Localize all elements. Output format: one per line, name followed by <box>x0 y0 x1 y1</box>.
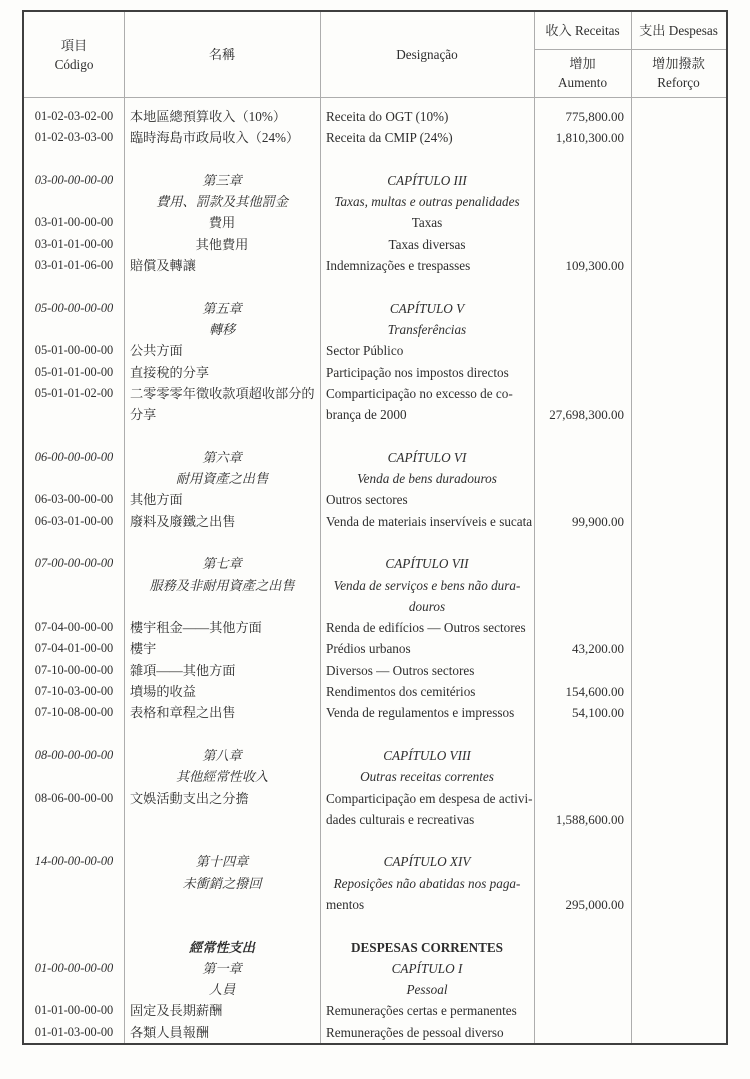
aumento-cell <box>534 298 631 319</box>
designacao-cell: Remunerações certas e permanentes <box>326 1003 517 1019</box>
aumento-cell <box>534 873 631 894</box>
designacao-cell: douros <box>408 598 446 614</box>
code-cell: 03-00-00-00-00 <box>34 172 114 187</box>
name-cell: 費用、罰款及其他罰金 <box>156 194 288 210</box>
header-designacao <box>320 12 534 97</box>
reforco-cell <box>631 255 726 276</box>
designacao-cell: Taxas, multas e outras penalidades <box>334 194 520 210</box>
name-cell: 固定及長期薪酬 <box>130 1003 223 1019</box>
column-divider <box>631 12 632 1043</box>
aumento-cell <box>534 489 631 510</box>
code-cell: 05-01-01-00-00 <box>34 364 114 379</box>
table-body <box>24 98 726 1043</box>
name-cell: 分享 <box>130 407 157 423</box>
aumento-cell <box>534 958 631 979</box>
name-cell: 第七章 <box>202 556 242 572</box>
designacao-cell: Venda de serviços e bens não dura- <box>333 577 521 593</box>
header-nome-zh: 名稱 <box>208 47 236 62</box>
header-receitas <box>534 12 631 49</box>
table-row <box>24 212 726 233</box>
code-cell <box>24 766 124 787</box>
header-divider <box>24 97 726 98</box>
code-cell: 07-10-03-00-00 <box>34 684 114 699</box>
name-cell: 其他費用 <box>195 236 249 252</box>
table-row <box>24 809 726 830</box>
table-row <box>24 1000 726 1021</box>
reforco-cell <box>631 766 726 787</box>
code-cell: 08-00-00-00-00 <box>34 747 114 762</box>
reforco-cell <box>631 1000 726 1021</box>
table-row <box>24 958 726 979</box>
reforco-cell <box>631 149 726 170</box>
name-cell: 第十四章 <box>195 854 249 870</box>
designacao-cell <box>320 724 534 745</box>
code-cell <box>24 149 124 170</box>
reforco-cell <box>631 702 726 723</box>
reforco-cell <box>631 319 726 340</box>
header-aumento-pt: Aumento <box>557 75 608 90</box>
designacao-cell: Comparticipação em despesa de activi- <box>326 790 533 806</box>
name-cell: 樓宇租金——其他方面 <box>130 620 262 636</box>
header-despesas-label: 支出 Despesas <box>639 23 718 38</box>
aumento-cell <box>534 1000 631 1021</box>
code-cell <box>24 873 124 894</box>
designacao-cell: Sector Público <box>326 343 404 359</box>
name-cell: 第六章 <box>202 449 242 465</box>
name-cell: 本地區總預算收入（10%） <box>130 109 287 124</box>
table-row <box>24 106 726 127</box>
designacao-cell: Comparticipação no excesso de co- <box>326 385 513 401</box>
reforco-cell <box>631 106 726 127</box>
code-cell <box>24 724 124 745</box>
designacao-cell: Venda de regulamentos e impressos <box>326 705 515 721</box>
designacao-cell: brança de 2000 <box>326 407 407 423</box>
table-row <box>24 234 726 255</box>
aumento-cell <box>534 766 631 787</box>
code-cell <box>24 319 124 340</box>
name-cell: 廢料及廢鐵之出售 <box>130 513 236 529</box>
reforco-cell <box>631 553 726 574</box>
reforco-cell <box>631 638 726 659</box>
reforco-cell <box>631 362 726 383</box>
designacao-cell: Outros sectores <box>326 492 408 508</box>
name-cell: 公共方面 <box>130 343 183 359</box>
reforco-cell <box>631 617 726 638</box>
code-cell <box>24 276 124 297</box>
table-row <box>24 276 726 297</box>
reforco-cell <box>631 489 726 510</box>
code-cell <box>24 532 124 553</box>
aumento-cell: 99,900.00 <box>572 513 624 529</box>
aumento-cell <box>534 979 631 1000</box>
name-cell: 表格和章程之出售 <box>130 705 236 721</box>
designacao-cell <box>320 425 534 446</box>
designacao-cell: mentos <box>326 896 365 912</box>
code-cell: 03-01-01-00-00 <box>34 236 114 251</box>
reforco-cell <box>631 851 726 872</box>
table-row <box>24 191 726 212</box>
table-row <box>24 340 726 361</box>
reforco-cell <box>631 979 726 1000</box>
name-cell <box>124 894 320 915</box>
name-cell: 其他方面 <box>130 492 183 508</box>
column-divider <box>320 12 321 1043</box>
reforco-cell <box>631 660 726 681</box>
table-row <box>24 915 726 936</box>
aumento-cell <box>534 319 631 340</box>
table-row <box>24 1022 726 1043</box>
name-cell: 未衝銷之撥回 <box>182 875 262 891</box>
code-cell: 01-01-00-00-00 <box>34 1003 114 1018</box>
designacao-cell: Renda de edifícios — Outros sectores <box>326 620 526 636</box>
table-row <box>24 170 726 191</box>
aumento-cell <box>534 468 631 489</box>
table-row <box>24 298 726 319</box>
designacao-cell: Rendimentos dos cemitérios <box>326 684 476 700</box>
table-row <box>24 638 726 659</box>
reforco-cell <box>631 724 726 745</box>
header-designacao-label: Designação <box>396 47 458 62</box>
name-cell: 賠償及轉讓 <box>130 258 196 274</box>
designacao-cell: Venda de bens duradouros <box>357 471 497 487</box>
reforco-cell <box>631 127 726 148</box>
name-cell: 文娛活動支出之分擔 <box>130 790 249 806</box>
aumento-cell: 775,800.00 <box>565 109 624 124</box>
table-row <box>24 532 726 553</box>
aumento-cell <box>534 383 631 404</box>
table-row <box>24 745 726 766</box>
budget-table <box>22 10 728 1045</box>
column-divider <box>534 12 535 1043</box>
table-row <box>24 979 726 1000</box>
code-cell <box>24 979 124 1000</box>
table-row <box>24 851 726 872</box>
designacao-cell: CAPÍTULO III <box>387 172 467 188</box>
header-codigo-zh: 項目 <box>60 37 88 53</box>
table-row <box>24 937 726 958</box>
designacao-cell: Receita da CMIP (24%) <box>326 130 453 146</box>
designacao-cell: Pessoal <box>406 982 448 998</box>
aumento-cell <box>534 425 631 446</box>
aumento-cell <box>534 170 631 191</box>
code-cell: 03-01-01-06-00 <box>34 258 114 273</box>
header-reforco-zh: 增加撥款 <box>652 56 705 71</box>
table-row <box>24 511 726 532</box>
name-cell <box>124 425 320 446</box>
aumento-cell <box>534 149 631 170</box>
reforco-cell <box>631 212 726 233</box>
header-reforco <box>631 49 726 97</box>
reforco-cell <box>631 468 726 489</box>
reforco-cell <box>631 575 726 596</box>
header-aumento-zh: 增加 <box>569 56 596 71</box>
designacao-cell <box>320 149 534 170</box>
header-reforco-pt: Reforço <box>657 75 700 90</box>
aumento-cell <box>534 1022 631 1043</box>
reforco-cell <box>631 830 726 851</box>
table-row <box>24 873 726 894</box>
code-cell: 01-01-03-00-00 <box>34 1024 114 1039</box>
reforco-cell <box>631 340 726 361</box>
aumento-cell <box>534 234 631 255</box>
name-cell: 其他經常性收入 <box>175 769 269 785</box>
aumento-cell <box>534 830 631 851</box>
reforco-cell <box>631 383 726 404</box>
aumento-cell <box>534 340 631 361</box>
designacao-cell: CAPÍTULO VII <box>385 556 469 572</box>
code-cell <box>24 596 124 617</box>
designacao-cell: Taxas diversas <box>388 236 466 252</box>
table-row <box>24 766 726 787</box>
code-cell: 05-01-00-00-00 <box>34 343 114 358</box>
reforco-cell <box>631 447 726 468</box>
table-row <box>24 681 726 702</box>
name-cell: 經常性支出 <box>189 939 255 955</box>
code-cell: 07-04-00-00-00 <box>34 620 114 635</box>
table-row <box>24 788 726 809</box>
code-cell <box>24 404 124 425</box>
name-cell: 耐用資產之出售 <box>175 471 269 487</box>
table-row <box>24 425 726 446</box>
aumento-cell: 27,698,300.00 <box>549 407 624 423</box>
reforco-cell <box>631 788 726 809</box>
reforco-cell <box>631 745 726 766</box>
column-divider <box>124 12 125 1043</box>
table-row <box>24 575 726 596</box>
designacao-cell: Outras receitas correntes <box>360 769 494 785</box>
code-cell: 06-03-01-00-00 <box>34 513 114 528</box>
designacao-cell <box>320 532 534 553</box>
header-nome <box>124 12 320 97</box>
table-row <box>24 447 726 468</box>
designacao-cell: CAPÍTULO XIV <box>383 854 471 870</box>
designacao-cell <box>320 276 534 297</box>
reforco-cell <box>631 511 726 532</box>
table-row <box>24 489 726 510</box>
designacao-cell: CAPÍTULO VIII <box>383 747 471 763</box>
table-row <box>24 596 726 617</box>
reforco-cell <box>631 425 726 446</box>
table-row <box>24 660 726 681</box>
aumento-cell <box>534 575 631 596</box>
name-cell <box>124 532 320 553</box>
reforco-cell <box>631 1022 726 1043</box>
designacao-cell: Diversos — Outros sectores <box>326 662 475 678</box>
name-cell: 人員 <box>208 982 236 998</box>
aumento-cell <box>534 788 631 809</box>
header-codigo <box>24 12 124 97</box>
code-cell: 05-01-01-02-00 <box>34 385 114 400</box>
code-cell <box>24 191 124 212</box>
reforco-cell <box>631 937 726 958</box>
name-cell <box>124 596 320 617</box>
table-row <box>24 383 726 404</box>
designacao-cell: DESPESAS CORRENTES <box>350 939 504 955</box>
subheader-divider <box>534 49 726 50</box>
reforco-cell <box>631 170 726 191</box>
table-row <box>24 127 726 148</box>
name-cell: 第一章 <box>202 960 242 976</box>
designacao-cell: Venda de materiais inservíveis e sucata <box>326 513 533 529</box>
designacao-cell: dades culturais e recreativas <box>326 811 475 827</box>
designacao-cell: Prédios urbanos <box>326 641 411 657</box>
header-despesas <box>631 12 726 49</box>
header-aumento <box>534 49 631 97</box>
code-cell: 01-02-03-02-00 <box>34 109 114 123</box>
aumento-cell <box>534 553 631 574</box>
table-header <box>24 12 726 97</box>
code-cell <box>24 937 124 958</box>
name-cell: 服務及非耐用資產之出售 <box>149 577 295 593</box>
table-row <box>24 724 726 745</box>
name-cell: 各類人員報酬 <box>130 1024 210 1040</box>
designacao-cell: Receita do OGT (10%) <box>326 109 449 124</box>
reforco-cell <box>631 873 726 894</box>
reforco-cell <box>631 915 726 936</box>
code-cell: 03-01-00-00-00 <box>34 215 114 230</box>
code-cell: 06-03-00-00-00 <box>34 492 114 507</box>
code-cell <box>24 575 124 596</box>
aumento-cell <box>534 745 631 766</box>
header-receitas-label: 收入 Receitas <box>545 23 620 38</box>
aumento-cell <box>534 212 631 233</box>
name-cell: 費用 <box>208 215 236 231</box>
code-cell: 14-00-00-00-00 <box>34 854 114 869</box>
code-cell: 07-04-01-00-00 <box>34 641 114 656</box>
reforco-cell <box>631 404 726 425</box>
designacao-cell: CAPÍTULO I <box>391 960 463 976</box>
code-cell <box>24 915 124 936</box>
designacao-cell: Reposições não abatidas nos paga- <box>333 875 521 891</box>
name-cell: 第五章 <box>202 300 242 316</box>
code-cell: 07-10-00-00-00 <box>34 662 114 677</box>
designacao-cell: CAPÍTULO V <box>389 300 465 316</box>
table-row <box>24 830 726 851</box>
reforco-cell <box>631 958 726 979</box>
header-codigo-pt: Código <box>54 56 94 72</box>
aumento-cell: 295,000.00 <box>565 896 624 912</box>
designacao-cell <box>320 830 534 851</box>
reforco-cell <box>631 191 726 212</box>
aumento-cell <box>534 660 631 681</box>
designacao-cell: Transferências <box>387 321 467 337</box>
code-cell <box>24 809 124 830</box>
reforco-cell <box>631 681 726 702</box>
name-cell <box>124 915 320 936</box>
reforco-cell <box>631 894 726 915</box>
table-row <box>24 702 726 723</box>
aumento-cell: 43,200.00 <box>572 641 624 657</box>
table-row <box>24 319 726 340</box>
code-cell <box>24 468 124 489</box>
reforco-cell <box>631 532 726 553</box>
code-cell: 06-00-00-00-00 <box>34 449 114 464</box>
name-cell <box>124 809 320 830</box>
aumento-cell: 1,810,300.00 <box>555 130 624 146</box>
code-cell: 05-00-00-00-00 <box>34 300 114 315</box>
name-cell: 樓宇 <box>130 641 157 657</box>
designacao-cell: Remunerações de pessoal diverso <box>326 1024 504 1040</box>
name-cell <box>124 149 320 170</box>
code-cell: 07-00-00-00-00 <box>34 556 114 571</box>
code-cell: 07-10-08-00-00 <box>34 705 114 720</box>
aumento-cell <box>534 362 631 383</box>
table-row <box>24 149 726 170</box>
aumento-cell <box>534 532 631 553</box>
aumento-cell: 154,600.00 <box>565 684 624 700</box>
code-cell <box>24 425 124 446</box>
aumento-cell: 109,300.00 <box>565 258 624 274</box>
aumento-cell: 1,588,600.00 <box>555 811 624 827</box>
designacao-cell <box>320 915 534 936</box>
reforco-cell <box>631 276 726 297</box>
table-row <box>24 468 726 489</box>
code-cell <box>24 894 124 915</box>
name-cell: 雜項——其他方面 <box>130 662 236 678</box>
reforco-cell <box>631 596 726 617</box>
name-cell <box>124 724 320 745</box>
table-row <box>24 255 726 276</box>
name-cell <box>124 276 320 297</box>
aumento-cell <box>534 617 631 638</box>
aumento-cell <box>534 447 631 468</box>
name-cell: 臨時海島市政局收入（24%） <box>130 130 300 146</box>
aumento-cell <box>534 851 631 872</box>
aumento-cell: 54,100.00 <box>572 705 624 721</box>
reforco-cell <box>631 298 726 319</box>
table-row <box>24 553 726 574</box>
aumento-cell <box>534 937 631 958</box>
code-cell <box>24 830 124 851</box>
name-cell: 墳場的收益 <box>130 684 196 700</box>
name-cell: 第八章 <box>202 747 242 763</box>
name-cell: 直接稅的分享 <box>130 364 210 380</box>
aumento-cell <box>534 191 631 212</box>
table-row <box>24 362 726 383</box>
name-cell <box>124 830 320 851</box>
table-row <box>24 894 726 915</box>
aumento-cell <box>534 276 631 297</box>
designacao-cell: Taxas <box>411 215 443 231</box>
table-row <box>24 404 726 425</box>
designacao-cell: Indemnizações e trespasses <box>326 258 471 274</box>
code-cell: 08-06-00-00-00 <box>34 790 114 805</box>
name-cell: 二零零零年徵收款項超收部分的 <box>130 385 315 401</box>
designacao-cell: CAPÍTULO VI <box>387 449 467 465</box>
code-cell: 01-00-00-00-00 <box>34 960 114 975</box>
aumento-cell <box>534 596 631 617</box>
name-cell: 轉移 <box>208 321 236 337</box>
code-cell: 01-02-03-03-00 <box>34 130 114 145</box>
aumento-cell <box>534 724 631 745</box>
table-row <box>24 617 726 638</box>
designacao-cell: Participação nos impostos directos <box>326 364 509 380</box>
reforco-cell <box>631 234 726 255</box>
reforco-cell <box>631 809 726 830</box>
aumento-cell <box>534 915 631 936</box>
name-cell: 第三章 <box>202 172 242 188</box>
